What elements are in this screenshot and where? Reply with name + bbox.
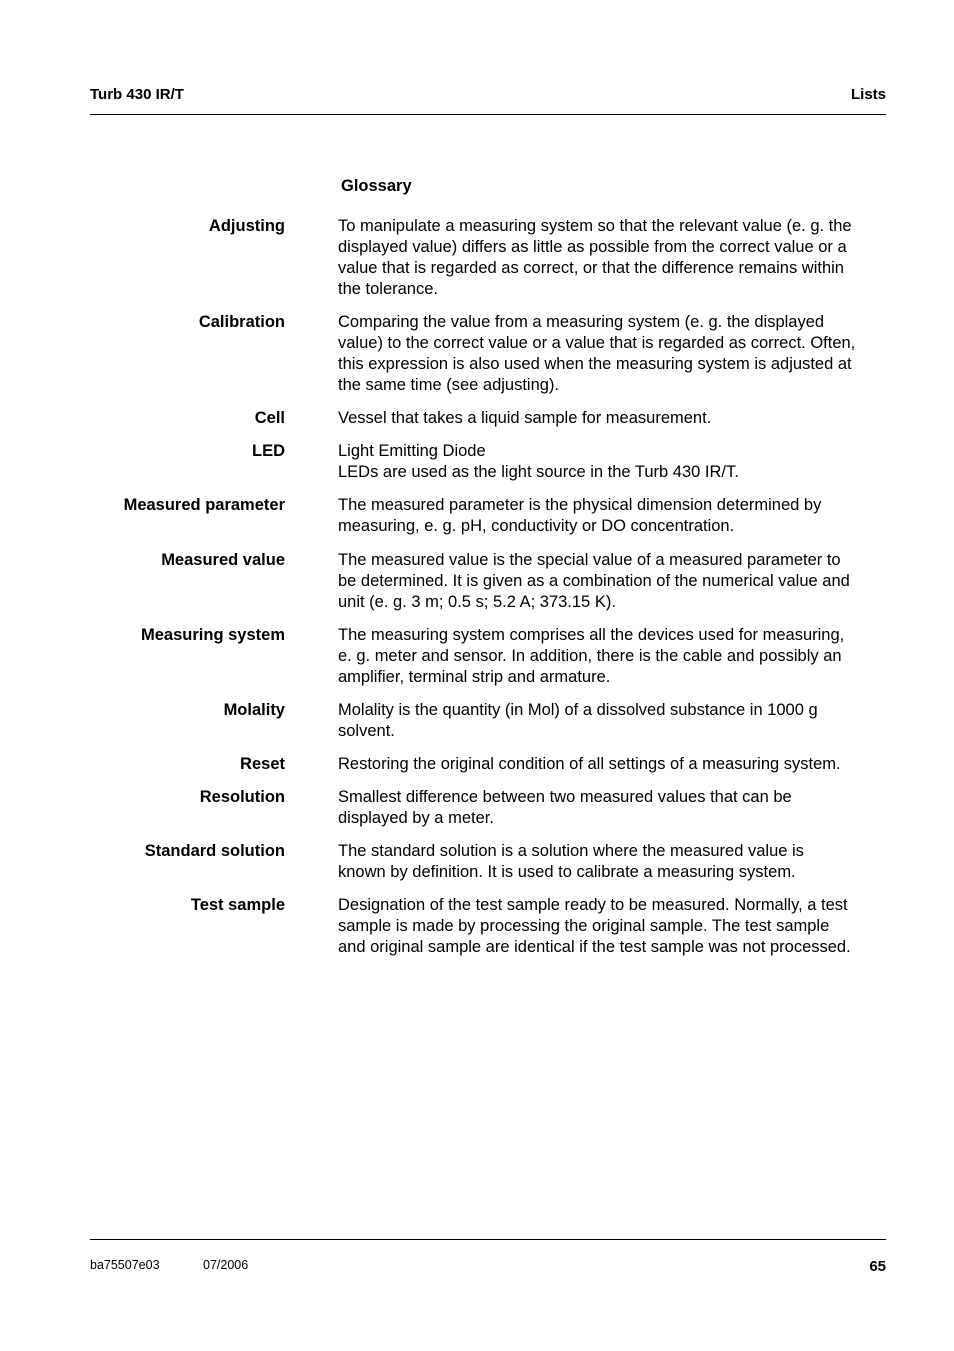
page-header: [90, 86, 886, 115]
glossary-term: Standard solution: [144, 842, 285, 860]
definition-line: sample is made by processing the original sample. The test sample: [338, 917, 830, 935]
glossary-entry: [90, 841, 886, 883]
definition-line: Comparing the value from a measuring system (e. g. the displayed: [338, 313, 825, 331]
glossary-term: Reset: [240, 755, 285, 773]
definition-line: To manipulate a measuring system so that the relevant value (e. g. the: [338, 217, 852, 235]
glossary-term: Calibration: [198, 313, 285, 331]
glossary-entry: [90, 408, 886, 429]
definition-line: displayed value) differs as little as possible from the correct value or a: [338, 238, 847, 256]
page-number: 65: [869, 1258, 886, 1275]
definition-line: Designation of the test sample ready to be measured. Normally, a test: [338, 896, 848, 914]
definition-line: value) to the correct value or a value that is regarded as correct. Often,: [338, 334, 856, 352]
definition-line: The standard solution is a solution where the measured value is: [338, 842, 804, 860]
glossary-term: Measured value: [161, 551, 285, 569]
glossary-entry: [90, 895, 886, 958]
glossary-entry: [90, 754, 886, 775]
glossary-definition: [338, 754, 886, 775]
glossary-entry: [90, 700, 886, 742]
definition-line: this expression is also used when the measuring system is adjusted at: [338, 355, 852, 373]
definition-line: Vessel that takes a liquid sample for measurement.: [338, 409, 712, 427]
definition-line: solvent.: [338, 722, 395, 740]
glossary-entry: [90, 787, 886, 829]
footer-doc-id: ba75507e03: [90, 1258, 160, 1272]
glossary-term: LED: [252, 442, 285, 460]
glossary-definition: [338, 408, 886, 429]
header-section-name: Lists: [850, 86, 886, 103]
glossary-term: Resolution: [199, 788, 285, 806]
glossary-definition: [338, 312, 886, 396]
glossary-entry: [90, 550, 886, 613]
definition-line: and original sample are identical if the test sample was not processed.: [338, 938, 851, 956]
glossary-definition: [338, 841, 886, 883]
glossary-term: Measured parameter: [123, 496, 285, 514]
definition-line: unit (e. g. 3 m; 0.5 s; 5.2 A; 373.15 K).: [338, 593, 616, 611]
glossary-entry: [90, 216, 886, 300]
glossary-definition: [338, 787, 886, 829]
glossary-entry: [90, 495, 886, 537]
definition-line: known by definition. It is used to calibrate a measuring system.: [338, 863, 796, 881]
definition-line: Restoring the original condition of all settings of a measuring system.: [338, 755, 841, 773]
glossary-entry: [90, 625, 886, 688]
definition-line: displayed by a meter.: [338, 809, 494, 827]
glossary-definition: [338, 495, 886, 537]
glossary-definition: [338, 550, 886, 613]
glossary-term: Cell: [254, 409, 285, 427]
section-title: Glossary: [341, 177, 412, 195]
definition-line: The measuring system comprises all the devices used for measuring,: [338, 626, 845, 644]
definition-line: value that is regarded as correct, or that the difference remains within: [338, 259, 844, 277]
definition-line: measuring, e. g. pH, conductivity or DO concentration.: [338, 517, 735, 535]
definition-line: be determined. It is given as a combination of the numerical value and: [338, 572, 850, 590]
definition-line: e. g. meter and sensor. In addition, there is the cable and possibly an: [338, 647, 842, 665]
glossary-definition: [338, 216, 886, 300]
definition-line: Smallest difference between two measured values that can be: [338, 788, 792, 806]
definition-line: the same time (see adjusting).: [338, 376, 560, 394]
definition-line: The measured parameter is the physical dimension determined by: [338, 496, 822, 514]
definition-line: The measured value is the special value of a measured parameter to: [338, 551, 841, 569]
glossary-definition: [338, 895, 886, 958]
glossary-definition: [338, 625, 886, 688]
glossary-term: Adjusting: [208, 217, 285, 235]
header-product-name: Turb 430 IR/T: [90, 86, 184, 103]
glossary-entry: [90, 312, 886, 396]
glossary-term: Molality: [223, 701, 285, 719]
footer-date: 07/2006: [203, 1258, 249, 1272]
glossary-term: Test sample: [190, 896, 285, 914]
glossary-list: [90, 216, 886, 958]
glossary-entry: [90, 441, 886, 483]
definition-line: Molality is the quantity (in Mol) of a dissolved substance in 1000 g: [338, 701, 818, 719]
glossary-term: Measuring system: [141, 626, 285, 644]
page-footer: [90, 1239, 886, 1275]
definition-line: the tolerance.: [338, 280, 438, 298]
definition-line: amplifier, terminal strip and armature.: [338, 668, 611, 686]
definition-line: Light Emitting Diode: [338, 442, 486, 460]
definition-line: LEDs are used as the light source in the Turb 430 IR/T.: [338, 463, 739, 481]
glossary-definition: [338, 441, 886, 483]
glossary-definition: [338, 700, 886, 742]
